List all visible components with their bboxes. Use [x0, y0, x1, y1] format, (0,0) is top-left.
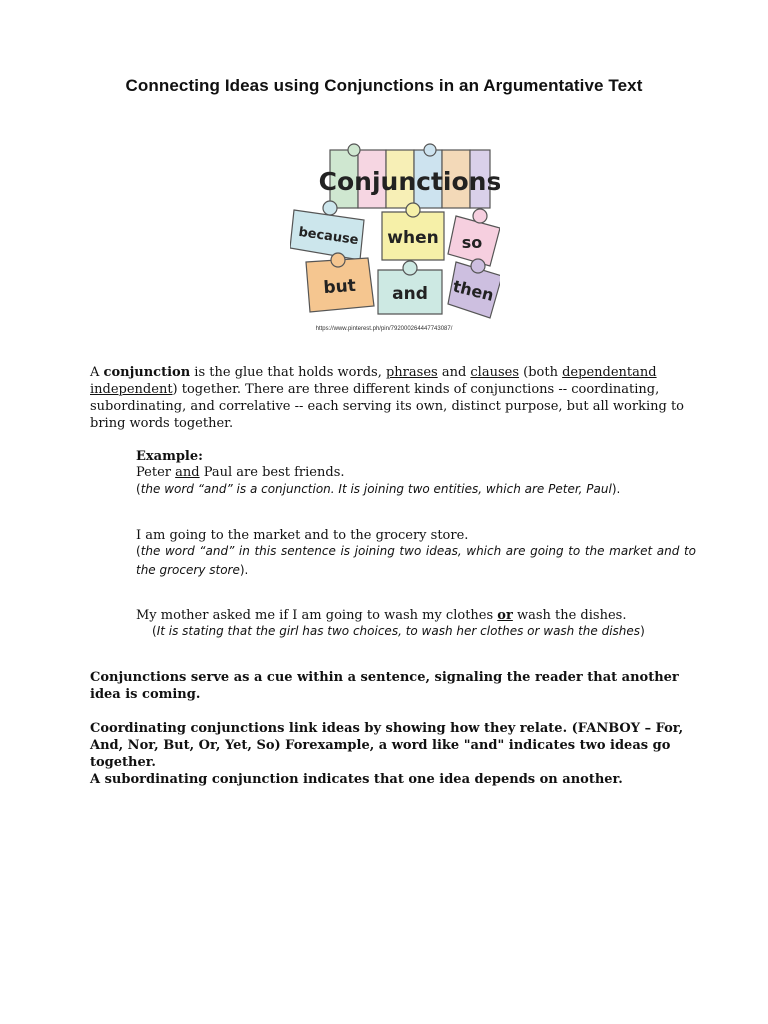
- cue-paragraph: Conjunctions serve as a cue within a sentence, signaling the reader that another idea is coming.: [90, 670, 679, 702]
- example2-note-text: the word “and” in this sentence is joining two ideas, which are going to the market and to the grocery store: [136, 544, 696, 577]
- example1-note-open: (: [136, 482, 141, 496]
- example1-note-close: ).: [611, 482, 621, 496]
- example3-note-close: ): [640, 624, 645, 638]
- example3-underlined-or: or: [497, 608, 513, 623]
- term-conjunction: conjunction: [103, 365, 191, 380]
- puzzle-word-when: when: [387, 228, 439, 248]
- example1-note: [136, 480, 696, 499]
- intro-text-3: and: [437, 365, 471, 380]
- puzzle-word-so: so: [461, 233, 483, 252]
- example3-note-open: (: [152, 624, 157, 638]
- example-heading: Example:: [136, 449, 203, 464]
- example3-text-1: My mother asked me if I am going to wash my clothes: [136, 608, 498, 623]
- term-dependent: dependentand: [562, 365, 657, 380]
- intro-text-2: is the glue that holds words,: [190, 365, 386, 380]
- conjunctions-puzzle-image: [290, 142, 500, 320]
- puzzle-header-word: Conjunctions: [318, 167, 500, 196]
- example1-note-text: the word “and” is a conjunction. It is joining two entities, which are Peter, Paul: [140, 482, 612, 496]
- intro-paragraph: [90, 364, 690, 432]
- example1-text-1: Peter: [136, 465, 176, 480]
- intro-text-1: A: [90, 365, 104, 380]
- example2-sentence: I am going to the market and to the grocery store.: [136, 528, 469, 543]
- term-phrases: phrases: [385, 365, 438, 380]
- puzzle-graphic: [290, 142, 500, 320]
- example3-text-2: wash the dishes.: [512, 608, 627, 623]
- example1-sentence: [136, 464, 696, 481]
- intro-text-4: (both: [519, 365, 563, 380]
- coordinating-paragraph: Coordinating conjunctions link ideas by showing how they relate. (FANBOY – For, And, Nor, But, Or, Yet, So) Forexample, a word like "and" indicates two ideas go together.: [90, 721, 684, 770]
- puzzle-word-because: because: [297, 224, 360, 249]
- example1-text-2: Paul are best friends.: [199, 465, 345, 480]
- puzzle-word-then: then: [451, 276, 496, 305]
- example3-note: [152, 622, 712, 641]
- example2-note-open: (: [136, 544, 141, 558]
- term-clauses: clauses: [470, 365, 520, 380]
- example1-underlined-and: and: [175, 465, 200, 480]
- example3-note-text: It is stating that the girl has two choices, to wash her clothes or wash the dishes: [156, 624, 641, 638]
- subordinating-paragraph: A subordinating conjunction indicates that one idea depends on another.: [90, 772, 623, 787]
- page-title: Connecting Ideas using Conjunctions in an Argumentative Text: [125, 76, 643, 95]
- example2-note-close: ).: [239, 563, 249, 577]
- puzzle-word-but: but: [322, 275, 357, 299]
- image-source-url: https://www.pinterest.ph/pin/792000264447743087/: [315, 326, 453, 332]
- example2-note: [136, 542, 696, 580]
- intro-text-6: ) together. There are three different kinds of conjunctions -- coordinating, subordinating, and correlative -- each serving its own, distinct purpose, but all working to bring words together.: [90, 382, 685, 431]
- term-independent: independent: [90, 382, 173, 397]
- puzzle-word-and: and: [392, 284, 428, 304]
